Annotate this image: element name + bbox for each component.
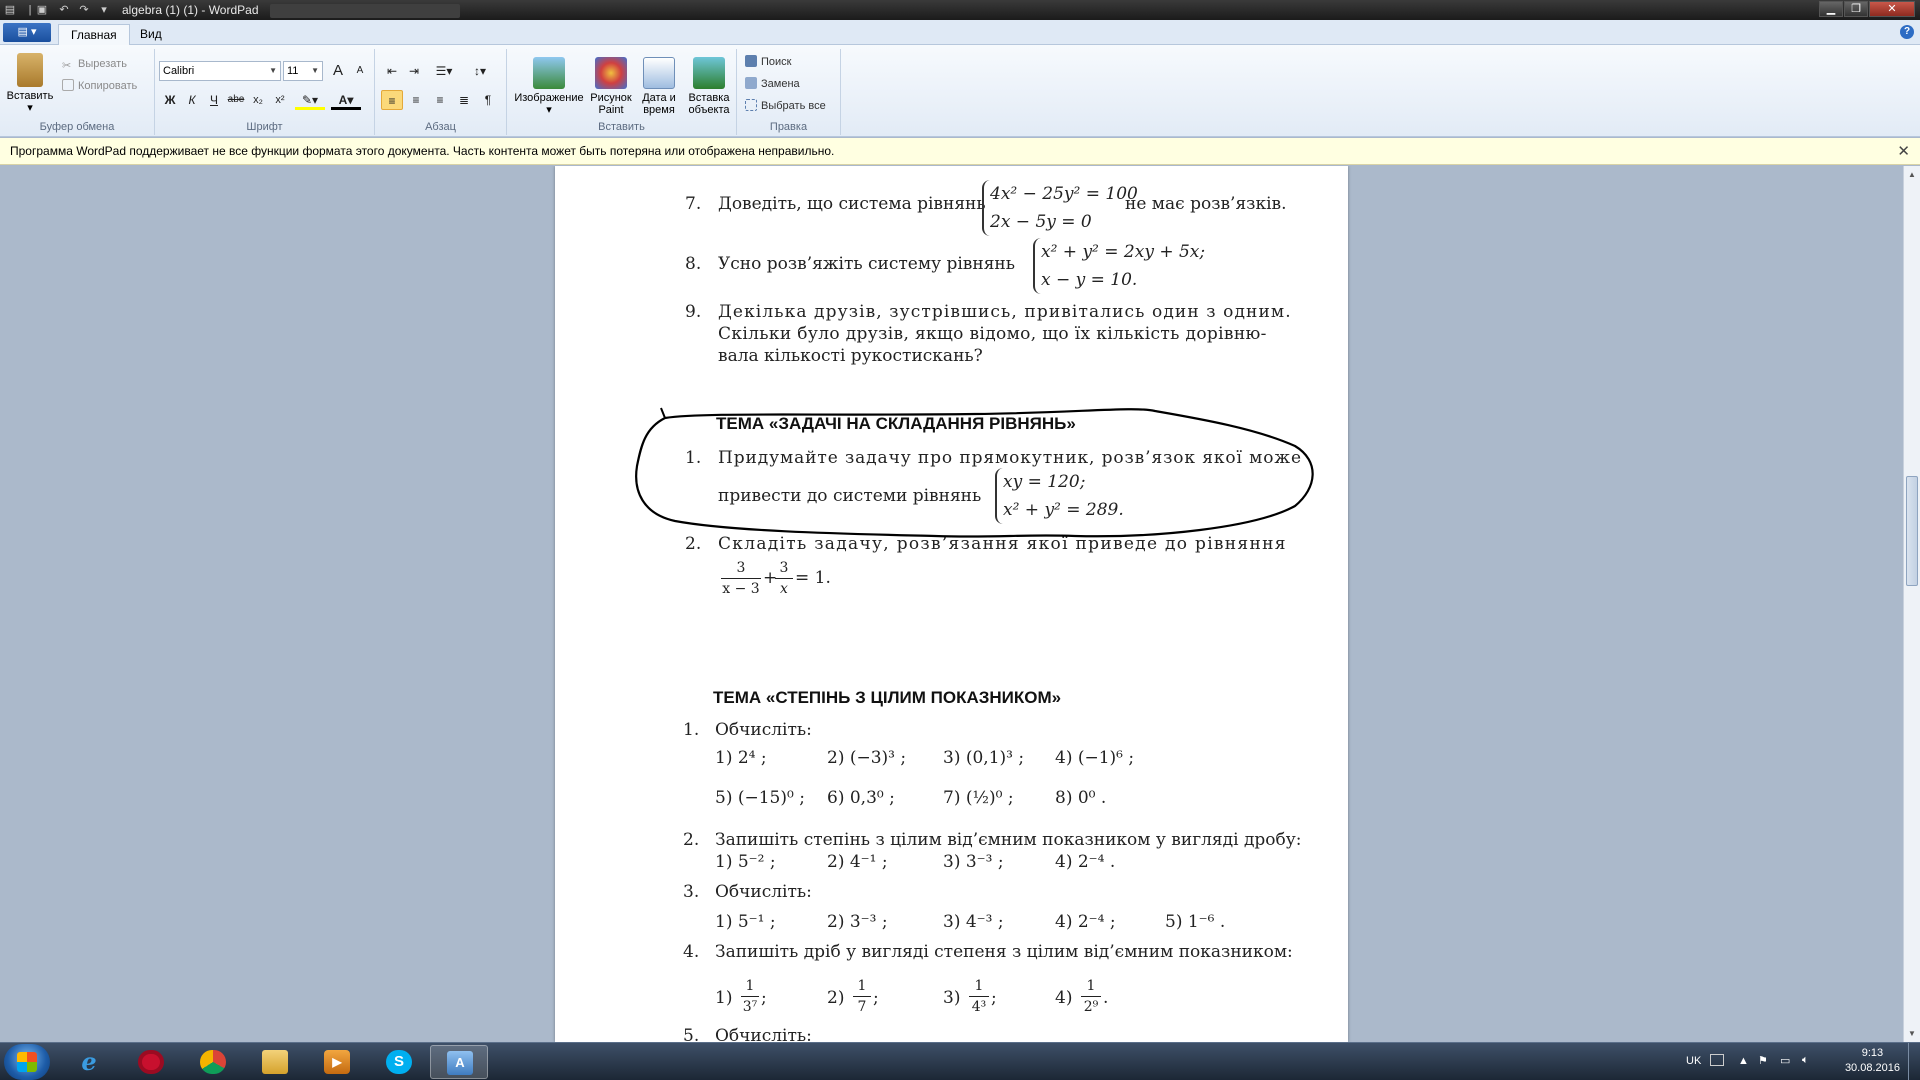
skype-button[interactable] [370, 1045, 428, 1079]
chevron-down-icon: ▼ [311, 66, 319, 75]
internet-explorer-button[interactable] [60, 1045, 118, 1079]
internet-explorer-icon: e [81, 1047, 97, 1076]
title-bar [0, 0, 1920, 20]
problem-8-text: Усно розв’яжіть систему рівнянь [718, 254, 1016, 274]
align-center-icon[interactable]: ≡ [412, 93, 420, 107]
s4-item-label: 4) [1055, 988, 1073, 1008]
paragraph-group-label: Абзац [425, 121, 456, 133]
explorer-button[interactable] [246, 1045, 304, 1079]
font-size-value: 11 [287, 65, 299, 77]
redo-icon[interactable]: ↷ [79, 4, 89, 16]
paint-icon [595, 57, 627, 89]
subscript-button[interactable]: x₂ [253, 94, 263, 106]
problem-9-line-2: Скільки було друзів, якщо відомо, що їх кількість дорівню- [718, 324, 1267, 344]
task-1-line-1: Придумайте задачу про прямокутник, розв’язок якої може [718, 448, 1302, 468]
italic-button[interactable]: К [188, 93, 196, 107]
maximize-button[interactable]: ❐ [1844, 1, 1868, 17]
date-time-label-2: время [643, 104, 675, 116]
s4-item-tail: ; [991, 988, 997, 1008]
task-1-line-2: привести до системи рівнянь [718, 486, 982, 506]
problem-8-number: 8. [685, 254, 702, 274]
date-time-label-1: Дата и [642, 92, 676, 104]
wordpad-app-icon[interactable]: ▤ [4, 4, 16, 16]
infobar-close-icon[interactable]: ✕ [1897, 143, 1910, 160]
scissors-icon: ✂ [62, 60, 72, 72]
paragraph-group [375, 49, 507, 135]
scroll-down-icon[interactable]: ▼ [1908, 1029, 1916, 1038]
increase-indent-icon[interactable]: ⇥ [408, 64, 420, 78]
s4-fraction-numerator: 1 [974, 978, 984, 994]
s1-number: 1. [683, 720, 700, 740]
find-button[interactable] [745, 53, 791, 71]
keyboard-icon[interactable] [1710, 1054, 1724, 1066]
clock-date: 30.08.2016 [1844, 1062, 1900, 1074]
app-menu-button[interactable]: ▤ ▾ [3, 23, 51, 42]
s1-item: 1) 2⁴ ; [715, 748, 767, 768]
s2-number: 2. [683, 830, 700, 850]
select-all-label: Выбрать все [761, 100, 826, 112]
justify-icon[interactable]: ≣ [458, 93, 470, 107]
shrink-font-button[interactable]: A [356, 65, 364, 76]
s4-fraction-denominator: 2⁹ [1081, 996, 1101, 1017]
text-color-icon: A [338, 93, 348, 107]
opera-icon [138, 1050, 164, 1074]
problem-7-text: Доведіть, що система рівнянь [718, 194, 986, 214]
s1-item: 2) (−3)³ ; [827, 748, 907, 768]
s4-text: Запишіть дріб у вигляді степеня з цілим від’ємним показником: [715, 942, 1293, 962]
copy-button[interactable] [62, 77, 137, 95]
folder-icon [262, 1050, 288, 1074]
help-icon[interactable]: ? [1900, 25, 1914, 39]
s4-fraction-numerator: 1 [1086, 978, 1096, 994]
ink-stroke-tail [661, 408, 665, 418]
network-icon[interactable]: ▭ [1780, 1055, 1791, 1067]
s4-fraction-denominator: 3⁷ [741, 996, 759, 1017]
paint-label-2: Paint [598, 104, 624, 116]
highlighter-icon: ✎ [301, 93, 313, 107]
s1-item: 3) (0,1)³ ; [943, 748, 1025, 768]
show-hidden-icons-icon[interactable]: ▲ [1738, 1055, 1749, 1067]
s2-text: Запишіть степінь з цілим від’ємним показником у вигляді дробу: [715, 830, 1302, 850]
problem-7-eq1: 4x² − 25y² = 100 [990, 184, 1138, 204]
save-icon[interactable]: ▣ [36, 4, 48, 16]
tab-home[interactable]: Главная [58, 24, 130, 45]
window-title: algebra (1) (1) - WordPad [122, 3, 259, 17]
windows-logo-icon [17, 1052, 37, 1072]
task-2-equals: = 1. [795, 568, 831, 588]
s1-text: Обчисліть: [715, 720, 812, 740]
s4-fraction-numerator: 1 [857, 978, 867, 994]
select-all-icon [745, 99, 757, 111]
tab-view[interactable]: Вид [140, 27, 162, 41]
problem-9-line-3: вала кількості рукостискань? [718, 346, 983, 366]
hand-drawn-ink-circle [555, 166, 1348, 1042]
paint-drawing-button[interactable] [589, 57, 633, 116]
select-all-button[interactable] [745, 97, 826, 115]
s5-text: Обчисліть: [715, 1026, 812, 1042]
scroll-up-icon[interactable]: ▲ [1908, 170, 1916, 179]
highlight-color-button[interactable]: ✎▾ [295, 90, 325, 110]
fraction-1-denominator: x − 3 [721, 578, 761, 599]
s4-item-label: 2) [827, 988, 845, 1008]
compatibility-infobar [0, 138, 1920, 165]
copy-label: Копировать [78, 80, 138, 92]
bold-button[interactable]: Ж [164, 93, 176, 107]
s1-item: 7) (½)⁰ ; [943, 788, 1014, 808]
align-right-icon[interactable]: ≡ [436, 93, 444, 107]
insert-image-label: Изображение [514, 92, 584, 104]
s3-item: 5) 1⁻⁶ . [1165, 912, 1226, 932]
bullets-icon[interactable]: ☰▾ [435, 64, 453, 78]
image-icon [533, 57, 565, 89]
strikethrough-button[interactable]: abe [227, 94, 245, 105]
s4-item-tail: ; [761, 988, 767, 1008]
insert-image-button[interactable]: Изображение ▾ [513, 57, 585, 116]
copy-icon [62, 79, 74, 91]
undo-icon[interactable]: ↶ [59, 4, 69, 16]
ink-stroke [636, 409, 1312, 536]
editing-group-label: Правка [769, 121, 808, 133]
font-size-select[interactable] [283, 61, 323, 81]
volume-icon[interactable]: 🔈︎ [1802, 1054, 1809, 1066]
wordpad-taskbar-button[interactable] [430, 1045, 488, 1079]
opera-button[interactable] [122, 1045, 180, 1079]
paint-label-1: Рисунок [590, 92, 632, 104]
s3-item: 1) 5⁻¹ ; [715, 912, 776, 932]
binoculars-icon [745, 55, 757, 67]
s1-item: 6) 0,3⁰ ; [827, 788, 895, 808]
task-2-line-1: Складіть задачу, розв’язання якої приведе до рівняння [718, 534, 1287, 554]
language-indicator[interactable]: UK [1686, 1055, 1702, 1067]
clipboard-group [0, 49, 155, 135]
s4-item-tail: . [1103, 988, 1109, 1008]
minimize-button[interactable]: ▁ [1819, 1, 1843, 17]
object-icon [693, 57, 725, 89]
s2-item: 1) 5⁻² ; [715, 852, 776, 872]
clipboard-group-label: Буфер обмена [39, 121, 115, 133]
problem-7-eq2: 2x − 5y = 0 [990, 212, 1092, 232]
customize-quick-access-icon[interactable]: ▾ [101, 4, 107, 16]
s4-item-label: 1) [715, 988, 733, 1008]
replace-icon [745, 77, 757, 89]
problem-9-number: 9. [685, 302, 702, 322]
skype-icon: S [386, 1050, 412, 1074]
s4-fraction-denominator: 7 [853, 996, 871, 1017]
problem-7-tail: не має розв’язків. [1125, 194, 1287, 214]
s4-fraction-numerator: 1 [745, 978, 755, 994]
s3-item: 3) 4⁻³ ; [943, 912, 1004, 932]
superscript-button[interactable]: x² [275, 94, 285, 106]
problem-9-line-1: Декілька друзів, зустрівшись, привітались один з одним. [718, 302, 1292, 322]
ribbon [0, 45, 1920, 137]
font-family-select[interactable] [159, 61, 281, 81]
cut-label: Вырезать [78, 58, 127, 70]
font-family-value: Calibri [163, 65, 195, 77]
infobar-message: Программа WordPad поддерживает не все функции формата этого документа. Часть контента может быть потеряна или отображена неправильно. [10, 144, 835, 158]
s1-item: 5) (−15)⁰ ; [715, 788, 805, 808]
date-time-button[interactable] [637, 57, 681, 116]
grow-font-button[interactable]: A [332, 62, 343, 79]
task-2-number: 2. [685, 534, 702, 554]
scroll-thumb[interactable] [1906, 476, 1918, 586]
chevron-down-icon: ▼ [269, 66, 277, 75]
problem-8-eq1: x² + y² = 2xy + 5x; [1041, 242, 1206, 262]
title-bar-blurred-region [270, 4, 460, 18]
action-center-flag-icon[interactable]: ⚑ [1758, 1055, 1768, 1067]
replace-button[interactable] [745, 75, 800, 93]
calendar-icon [643, 57, 675, 89]
task-2-plus: + [763, 568, 778, 588]
s3-item: 4) 2⁻⁴ ; [1055, 912, 1116, 932]
line-spacing-icon[interactable]: ↕▾ [473, 64, 487, 78]
section-heading-equations: ТЕМА «ЗАДАЧІ НА СКЛАДАННЯ РІВНЯНЬ» [716, 414, 1076, 433]
underline-button[interactable]: Ч [210, 93, 218, 107]
insert-object-button[interactable] [685, 57, 733, 116]
taskbar [0, 1042, 1920, 1080]
editing-group [737, 49, 841, 135]
document-workspace[interactable] [0, 166, 1903, 1042]
media-player-icon: ▶ [324, 1050, 350, 1074]
s4-item-tail: ; [873, 988, 879, 1008]
fraction-1-numerator: 3 [736, 560, 746, 576]
s1-item: 4) (−1)⁶ ; [1055, 748, 1135, 768]
insert-object-label-1: Вставка [688, 92, 730, 104]
chrome-button[interactable] [184, 1045, 242, 1079]
s1-item: 8) 0⁰ . [1055, 788, 1107, 808]
fraction-2-denominator: x [775, 578, 793, 599]
chrome-icon [200, 1050, 226, 1074]
s4-item-label: 3) [943, 988, 961, 1008]
s5-number: 5. [683, 1026, 700, 1042]
ribbon-tabs [0, 20, 1920, 45]
font-group [155, 49, 375, 135]
replace-label: Замена [761, 78, 800, 90]
s3-item: 2) 3⁻³ ; [827, 912, 888, 932]
s2-item: 4) 2⁻⁴ . [1055, 852, 1116, 872]
fraction-2-numerator: 3 [779, 560, 789, 576]
paste-icon [17, 53, 43, 87]
close-window-button[interactable]: ✕ [1869, 1, 1915, 17]
task-1-eq2: x² + y² = 289. [1003, 500, 1124, 520]
insert-group [507, 49, 737, 135]
s2-item: 2) 4⁻¹ ; [827, 852, 888, 872]
task-1-number: 1. [685, 448, 702, 468]
s4-fraction-denominator: 4³ [969, 996, 989, 1017]
find-label: Поиск [761, 56, 792, 68]
start-button[interactable] [4, 1044, 50, 1080]
vertical-scrollbar[interactable] [1903, 166, 1920, 1042]
section-heading-powers: ТЕМА «СТЕПІНЬ З ЦІЛИМ ПОКАЗНИКОМ» [713, 688, 1062, 707]
insert-object-label-2: объекта [688, 104, 730, 116]
wordpad-icon: A [447, 1051, 473, 1075]
s3-number: 3. [683, 882, 700, 902]
quick-access-separator: | [28, 4, 32, 16]
problem-7-number: 7. [685, 194, 702, 214]
text-color-button[interactable]: A▾ [331, 90, 361, 110]
paragraph-settings-icon[interactable]: ¶ [484, 93, 492, 107]
font-group-label: Шрифт [246, 121, 283, 133]
cut-button[interactable] [62, 55, 127, 73]
problem-8-eq2: x − y = 10. [1041, 270, 1138, 290]
s3-text: Обчисліть: [715, 882, 812, 902]
media-player-button[interactable] [308, 1045, 366, 1079]
paste-label: Вставить [6, 90, 54, 102]
decrease-indent-icon[interactable]: ⇤ [386, 64, 398, 78]
s4-number: 4. [683, 942, 700, 962]
document-page[interactable] [555, 166, 1348, 1042]
s2-item: 3) 3⁻³ ; [943, 852, 1004, 872]
task-1-eq1: xy = 120; [1003, 472, 1086, 492]
clock[interactable] [1845, 1046, 1900, 1076]
insert-group-label: Вставить [598, 121, 645, 133]
align-left-icon[interactable]: ≡ [381, 90, 403, 110]
clock-time: 9:13 [1861, 1047, 1884, 1059]
paste-button[interactable]: Вставить ▾ [6, 53, 54, 114]
show-desktop-button[interactable] [1908, 1043, 1920, 1080]
